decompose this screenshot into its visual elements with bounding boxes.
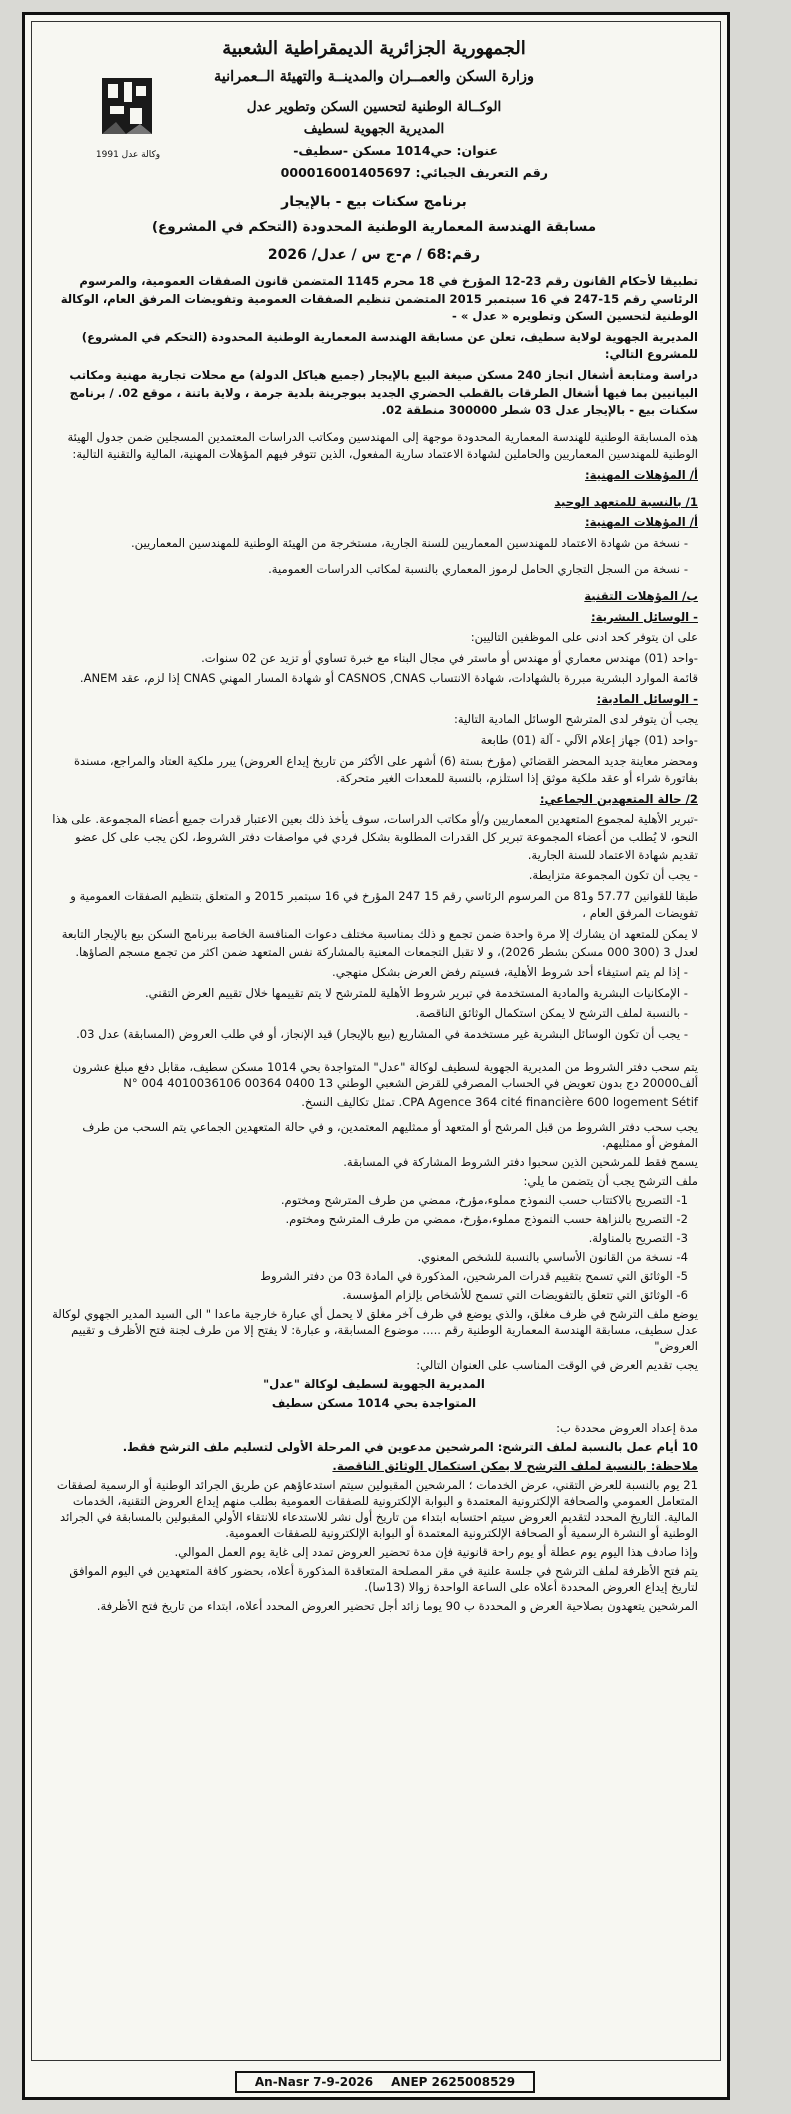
- holiday-extension: وإذا صادف هذا اليوم يوم عطلة أو يوم راحة قانونية فإن مدة تحضير العروض تمدد إلى غاية يوم العمل الموالي.: [174, 1544, 698, 1559]
- condition-item: - الإمكانيات البشرية والمادية المستخدمة في تبرير شروط الأهلية للمترشح لا يتم تقييمها خلال تقييم العرض التقني.: [144, 985, 688, 1000]
- group-bidders-item: -تبرير الأهلية لمجموع المتعهدين المعماريين و/أو مكاتب الدراسات، سوف يأخذ ذلك بعين الاعتبار قدرات جميع أعضاء المجموعة. على هذا النحو، لا يُطلب من أعضاء المجموعة تبرير كل القدرات المطلوبة بشكل فردي في مواصفات دفتر الشروط، لكن يجب على كل عضو تقديم شهادة الاعتماد للسنة الجارية.: [52, 812, 698, 862]
- competition-title: مسابقة الهندسة المعمارية الوطنية المحدودة (التحكم في المشروع): [151, 219, 597, 235]
- application-file-intro: ملف الترشح يجب أن يتضمن ما يلي:: [523, 1173, 698, 1188]
- deposit-instructions: يوضع ملف الترشح في ظرف مغلق، والذي يوضع في ظرف آخر مغلق لا يحمل أي عبارة خارجية ماعدا " الى السيد المدير الجهوي لوكالة عدل سطيف، مسابقة الهندسة المعمارية الوطنية رقم ..... موضوع المسابقة، و عبارة: لا يفتح إلا من طرف لجنة فتح الأظرف و تقييم العروض": [52, 1306, 698, 1353]
- logo-caption: وكالة عدل 1991: [95, 150, 161, 160]
- material-resources-intro: يجب أن يتوفر لدى المترشح الوسائل المادية التالية:: [453, 712, 698, 727]
- bank-details: CPA Agence 364 cité financière 600 logement Sétif. تمثل تكاليف النسخ.: [301, 1094, 698, 1109]
- withdrawal-condition: يسمح فقط للمرشحين الذين سحبوا دفتر الشروط المشاركة في المسابقة.: [343, 1154, 698, 1169]
- technical-heading: ب/ المؤهلات التقنية: [584, 588, 698, 603]
- material-resources-item: ومحضر معاينة جديد المحضر القضائي (مؤرخ بستة (6) أشهر على الأكثر من تاريخ إيداع العروض) يبرر ملكية العتاد والمراجع، مسندة بفاتورة شراء أو عقد ملكية موثق إذا استلزم، بالنسبة للمعدات الغير متحركة.: [73, 753, 698, 786]
- ministry-title: وزارة السكن والعمــران والمدينــة والتهيئة الــعمرانية: [214, 68, 534, 85]
- application-file-item: 1- التصريح بالاكتتاب حسب النموذج مملوء،مؤرخ، ممضي من طرف المترشح ومختوم.: [280, 1192, 688, 1207]
- professional-item: - نسخة من السجل التجاري الحامل لرموز المعماري بالنسبة لمكاتب الدراسات العمومية.: [268, 562, 688, 577]
- candidacy-note: ملاحظة: بالنسبة لملف الترشح لا يمكن استكمال الوثائق الناقصة.: [332, 1458, 698, 1473]
- republic-title: الجمهورية الجزائرية الديمقراطية الشعبية: [222, 38, 526, 59]
- program-title: برنامج سكنات بيع - بالإيجار: [281, 194, 467, 210]
- tax-id-line: رقم التعريف الجبائي: 000016001405697: [280, 165, 548, 180]
- human-resources-intro: على ان يتوفر كحد ادنى على الموظفين التاليين:: [470, 630, 698, 645]
- condition-item: - إذا لم يتم استيفاء أحد شروط الأهلية، فسيتم رفض العرض بشكل منهجي.: [332, 965, 688, 980]
- agency-title: الوكــالة الوطنية لتحسين السكن وتطوير عدل: [246, 99, 502, 115]
- withdrawal-condition: يجب سحب دفتر الشروط من قبل المرشح أو المتعهد أو ممثليهم المعتمدين، و في حالة المتعهدين الجماعي يتم السحب من طرف المفوض أو ممثليهم.: [82, 1119, 698, 1150]
- eligibility-paragraph: هذه المسابقة الوطنية للهندسة المعمارية المحدودة موجهة إلى المهندسين ومكاتب الدراسات المعتمدين المسجلين ضمن جدول الهيئة الوطنية للمهندسين المعماريين والحاملين لشهادة الاعتماد سارية المفعول، الذين تتوفر فيهم المؤهلات المهنية، المالية والتقنية التالية:: [67, 429, 698, 462]
- condition-item: - يجب أن تكون الوسائل البشرية غير مستخدمة في المشاريع (بيع بالإيجار) قيد الإنجاز، أو في طلب العروض (المسابقة) عدل 03.: [76, 1026, 688, 1041]
- material-resources-item: -واحد (01) جهاز إعلام الآلي - آلة (01) طابعة: [480, 733, 698, 748]
- legal-basis-paragraph: تطبيقا لأحكام القانون رقم 23-12 المؤرخ في 18 محرم 1145 المتضمن قانون الصفقات العمومية، والمرسوم الرئاسي رقم 15-247 في 16 سبتمبر 2015 المتضمن تنظيم الصفقات العمومية وتفويضات المرفق العام، الوكالة الوطنية لتحسين السكن وتطويره « عدل » -: [60, 274, 698, 324]
- aadl-logo-icon: [96, 74, 160, 148]
- anep-reference: ANEP 2625008529: [391, 2075, 516, 2089]
- application-file-item: 3- التصريح بالمناولة.: [588, 1230, 688, 1245]
- group-bidders-heading: 2/ حالة المتعهدين الجماعي:: [539, 791, 698, 806]
- professional-heading: أ/ المؤهلات المهنية:: [584, 515, 698, 530]
- address-line: عنوان: حي1014 مسكن -سطيف-: [293, 143, 498, 158]
- application-file-item: 5- الوثائق التي تسمح بتقييم قدرات المرشحين، المذكورة في المادة 03 من دفتر الشروط: [260, 1268, 688, 1283]
- single-bidder-heading: 1/ بالنسبة للمتعهد الوحيد: [554, 494, 698, 509]
- announcement-body: [32, 22, 720, 1614]
- project-description: دراسة ومتابعة أشغال انجاز 240 مسكن صيغة البيع بالإيجار (جميع هياكل الدولة) مع محلات تجارية مهنية ومكاتب البيانيين بما فيها أشغال الطرقات بالقطب الحضري الجديد ببوجرينة بلدية جرمة ، ولاية باتنة ، موقع 02. / برنامج سكنات بيع - بالإيجار عدل 03 شطر 300000 منطقة 02.: [69, 367, 698, 418]
- announcement-frame: [31, 21, 721, 2061]
- period-technical-offer: 21 يوم بالنسبة للعرض التقني، عرض الخدمات ؛ المرشحين المقبولين سيتم استدعاؤهم عن طريق الجرائد الوطنية أو الرسمية لصفقات المتعامل العمومي والصحافة الإلكترونية المعتمدة و البوابة الإلكترونية للصفقات العمومية بطلب منهم إيداع العروض التقنية، الخدمات المالية. التاريخ المحدد لتقديم العروض سيتم احتسابه ابتداء من تاريخ أول نشر للاستدعاء للانتقاء الأولي المقبولين بالمسابقة في الجرائد الوطنية أو النشرة الرسمية أو الصحافة الإلكترونية المعتمدة أو البوابة الإلكترونية للصفقات العمومية.: [56, 1477, 698, 1540]
- deposit-instructions: يجب تقديم العرض في الوقت المناسب على العنوان التالي:: [416, 1357, 698, 1372]
- competition-number: رقم:68 / م-ج س / عدل/ 2026: [267, 247, 481, 263]
- group-bidders-item: - يجب أن تكون المجموعة متزايطة.: [528, 868, 698, 883]
- professional-item: - نسخة من شهادة الاعتماد للمهندسين المعماريين للسنة الجارية، مستخرجة من الهيئة الوطنية للمهندسين المعماريين.: [130, 535, 688, 550]
- application-file-item: 2- التصريح بالنزاهة حسب النموذج مملوء،مؤرخ، ممضي من طرف المترشح ومختوم.: [285, 1211, 688, 1226]
- condition-item: - بالنسبة لملف الترشح لا يمكن استكمال الوثائق الناقصة.: [415, 1006, 688, 1021]
- offer-validity: المرشحين يتعهدون بصلاحية العرض و المحددة ب 90 يوما زائد أجل تحضير العروض المحدد أعلاه، ابتداء من تاريخ فتح الأظرفة.: [96, 1598, 698, 1613]
- preparation-period: مدة إعداد العروض محددة ب:: [556, 1420, 698, 1435]
- announcement-paragraph: المديرية الجهوية لولاية سطيف، تعلن عن مسابقة الهندسة المعمارية الوطنية المحدودة (التحكم في المشروع) للمشروع التالي:: [81, 329, 698, 362]
- directorate-title: المديرية الجهوية لسطيف: [303, 121, 445, 137]
- announcement-sheet: [22, 12, 730, 2100]
- newspaper-reference: An-Nasr 7-9-2026: [254, 2075, 374, 2089]
- deposit-address: المديرية الجهوية لسطيف لوكالة "عدل": [263, 1376, 485, 1391]
- legal-article-paragraph: لا يمكن للمتعهد ان يشارك إلا مرة واحدة ضمن تجمع و ذلك بمناسبة مختلف دعوات المنافسة الخاصة ببرنامج السكن بيع بالإيجار التابعة لعدل 3 (300 000 مسكن بشطر 2026)، و لا تقبل التجمعات المعنية بالمشاركة نفس المتعهد ضمن اكثر من تجمع مسجم الصاؤها.: [61, 927, 698, 959]
- period-candidacy: 10 أيام عمل بالنسبة لملف الترشح: المرشحين مدعوين في المرحلة الأولى لتسليم ملف الترشح فقط.: [122, 1439, 698, 1454]
- human-resources-item: قائمة الموارد البشرية مبررة بالشهادات، شهادة الانتساب CASNOS ,CNAS أو شهادة المسار المهني CNAS إذا لزم، عقد ANEM.: [79, 671, 698, 686]
- deposit-address: المتواجدة بحي 1014 مسكن سطيف: [271, 1395, 477, 1410]
- application-file-item: 4- نسخة من القانون الأساسي بالنسبة للشخص المعنوي.: [417, 1249, 688, 1264]
- legal-article-paragraph: طبقا للقوانين 57.77 و81 من المرسوم الرئاسي رقم 15 247 المؤرخ في 16 سبتمبر 2015 و المتعلق بتنظيم الصفقات العمومية و تفويضات المرفق العام ،: [70, 888, 698, 921]
- opening-session: يتم فتح الأظرفة لملف الترشح في جلسة علنية في مقر المصلحة المتعاقدة المذكورة أعلاه، بحضور كافة المتعهدين في اليوم الموافق لتاريخ إيداع العروض المحددة أعلاه على الساعة الواحدة زوالا (13سا).: [69, 1563, 698, 1594]
- qualifications-heading: أ/ المؤهلات المهنية:: [584, 467, 698, 482]
- material-resources-heading: - الوسائل المادية:: [596, 691, 698, 706]
- specifications-withdrawal: يتم سحب دفتر الشروط من المديرية الجهوية لسطيف لوكالة "عدل" المتواجدة بحي 1014 مسكن سطيف، مقابل دفع مبلغ عشرون ألف20000 دج بدون تعويض في الحساب المصرفي للقرض الشعبي الوطني 13 0400 00364 4010036106 N° 004: [72, 1059, 698, 1090]
- human-resources-item: -واحد (01) مهندس معماري أو مهندس أو ماستر في مجال البناء مع خبرة تساوي أو تزيد عن 02 سنوات.: [201, 650, 698, 665]
- publication-footer: [235, 2071, 535, 2093]
- application-file-item: 6- الوثائق التي تتعلق بالتفويضات التي تسمح للأشخاص بإلزام المؤسسة.: [342, 1287, 688, 1302]
- human-resources-heading: - الوسائل البشرية:: [590, 609, 698, 624]
